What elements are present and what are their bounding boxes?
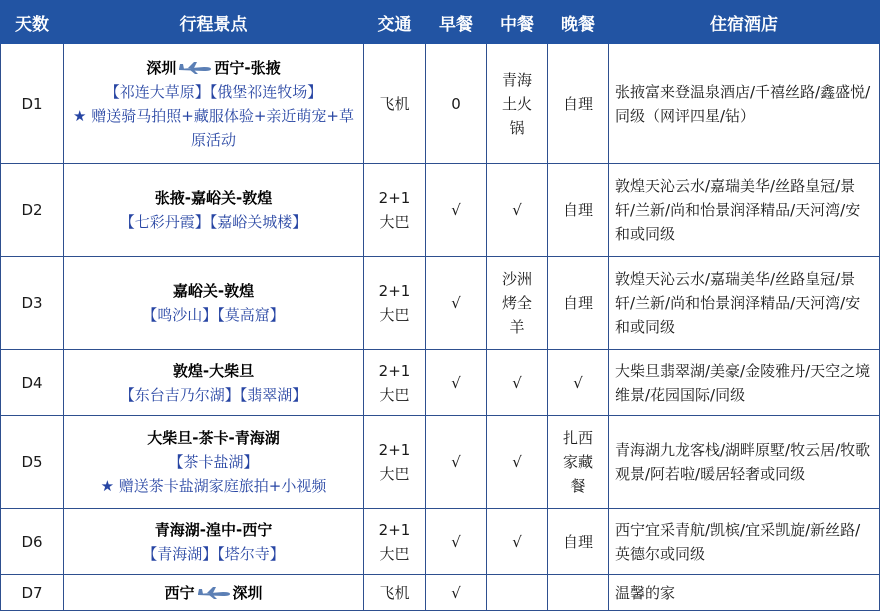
breakfast-cell: √ bbox=[426, 416, 487, 509]
spots-line: 【鸣沙山】【莫高窟】 bbox=[142, 306, 285, 324]
transport-cell: 2+1大巴 bbox=[364, 509, 426, 575]
table-row bbox=[1, 575, 880, 611]
spots-line: 【东台吉乃尔湖】【翡翠湖】 bbox=[119, 385, 308, 404]
breakfast-cell: √ bbox=[426, 575, 487, 611]
header-breakfast: 早餐 bbox=[426, 1, 487, 44]
table-row bbox=[1, 257, 880, 350]
route-from: 西宁 bbox=[164, 583, 195, 602]
dinner-cell: 自理 bbox=[548, 509, 609, 575]
day-cell: D5 bbox=[1, 416, 64, 509]
lunch-cell: √ bbox=[487, 509, 548, 575]
day-cell: D6 bbox=[1, 509, 64, 575]
route-title bbox=[66, 56, 361, 80]
lunch-cell: 沙洲烤全羊 bbox=[487, 257, 548, 350]
transport-cell: 2+1大巴 bbox=[364, 416, 426, 509]
dinner-cell: 自理 bbox=[548, 257, 609, 350]
itinerary-cell bbox=[64, 416, 364, 509]
hotel-cell: 敦煌天沁云水/嘉瑞美华/丝路皇冠/景轩/兰新/尚和怡景润泽精品/天河湾/安和或同级 bbox=[609, 257, 880, 350]
breakfast-cell: 0 bbox=[426, 44, 487, 164]
lunch-cell: √ bbox=[487, 350, 548, 416]
header-hotel: 住宿酒店 bbox=[609, 1, 880, 44]
day-cell: D2 bbox=[1, 164, 64, 257]
day-cell: D3 bbox=[1, 257, 64, 350]
route-to: 深圳 bbox=[232, 583, 263, 602]
itinerary-cell bbox=[64, 257, 364, 350]
lunch-cell bbox=[487, 575, 548, 611]
itinerary-cell bbox=[64, 575, 364, 611]
header-row bbox=[1, 1, 880, 44]
route-title: 嘉峪关-敦煌 bbox=[172, 282, 255, 300]
breakfast-cell: √ bbox=[426, 509, 487, 575]
header-itinerary: 行程景点 bbox=[64, 1, 364, 44]
table-row bbox=[1, 416, 880, 509]
route-title: 敦煌-大柴旦 bbox=[172, 361, 255, 380]
transport-cell: 飞机 bbox=[364, 44, 426, 164]
itinerary-cell bbox=[64, 164, 364, 257]
spots-line: 【祁连大草原】【俄堡祁连牧场】 bbox=[104, 82, 323, 101]
transport-cell: 2+1大巴 bbox=[364, 350, 426, 416]
airplane-icon bbox=[197, 586, 231, 600]
day-cell: D1 bbox=[1, 44, 64, 164]
dinner-cell: 自理 bbox=[548, 164, 609, 257]
route-to: 西宁-张掖 bbox=[214, 58, 281, 77]
hotel-cell: 温馨的家 bbox=[609, 575, 880, 611]
transport-cell: 飞机 bbox=[364, 575, 426, 611]
header-day: 天数 bbox=[1, 1, 64, 44]
spots-line: 【茶卡盐湖】 bbox=[168, 453, 259, 471]
airplane-icon bbox=[178, 61, 212, 75]
table-row bbox=[1, 164, 880, 257]
header-dinner: 晚餐 bbox=[548, 1, 609, 44]
day-cell: D4 bbox=[1, 350, 64, 416]
table-row bbox=[1, 509, 880, 575]
route-title: 大柴旦-茶卡-青海湖 bbox=[147, 429, 280, 447]
itinerary-cell bbox=[64, 509, 364, 575]
dinner-cell: 扎西家藏餐 bbox=[548, 416, 609, 509]
itinerary-cell bbox=[64, 350, 364, 416]
transport-cell: 2+1大巴 bbox=[364, 257, 426, 350]
route-title bbox=[66, 581, 361, 605]
table-row bbox=[1, 44, 880, 164]
hotel-cell: 张掖富来登温泉酒店/千禧丝路/鑫盛悦/同级（网评四星/钻） bbox=[609, 44, 880, 164]
breakfast-cell: √ bbox=[426, 164, 487, 257]
itinerary-cell bbox=[64, 44, 364, 164]
lunch-cell: 青海土火锅 bbox=[487, 44, 548, 164]
breakfast-cell: √ bbox=[426, 257, 487, 350]
dinner-cell: √ bbox=[548, 350, 609, 416]
hotel-cell: 西宁宜采青航/凯槟/宜采凯旋/新丝路/英德尔或同级 bbox=[609, 509, 880, 575]
hotel-cell: 大柴旦翡翠湖/美豪/金陵雅丹/天空之境维景/花园国际/同级 bbox=[609, 350, 880, 416]
lunch-cell: √ bbox=[487, 416, 548, 509]
day-cell: D7 bbox=[1, 575, 64, 611]
gift-line: ★ 赠送骑马拍照+藏服体验+亲近萌宠+草原活动 bbox=[73, 106, 354, 149]
transport-cell: 2+1大巴 bbox=[364, 164, 426, 257]
hotel-cell: 青海湖九龙客栈/湖畔原墅/牧云居/牧歌观景/阿若啦/暖居轻奢或同级 bbox=[609, 416, 880, 509]
lunch-cell: √ bbox=[487, 164, 548, 257]
spots-line: 【七彩丹霞】【嘉峪关城楼】 bbox=[119, 213, 308, 231]
header-transport: 交通 bbox=[364, 1, 426, 44]
header-lunch: 中餐 bbox=[487, 1, 548, 44]
dinner-cell bbox=[548, 575, 609, 611]
breakfast-cell: √ bbox=[426, 350, 487, 416]
table-row bbox=[1, 350, 880, 416]
route-from: 深圳 bbox=[146, 58, 177, 77]
gift-line: ★ 赠送茶卡盐湖家庭旅拍+小视频 bbox=[100, 477, 327, 495]
hotel-cell: 敦煌天沁云水/嘉瑞美华/丝路皇冠/景轩/兰新/尚和怡景润泽精品/天河湾/安和或同级 bbox=[609, 164, 880, 257]
route-title: 青海湖-湟中-西宁 bbox=[154, 520, 273, 539]
route-title: 张掖-嘉峪关-敦煌 bbox=[154, 189, 273, 207]
dinner-cell: 自理 bbox=[548, 44, 609, 164]
spots-line: 【青海湖】【塔尔寺】 bbox=[142, 544, 285, 563]
